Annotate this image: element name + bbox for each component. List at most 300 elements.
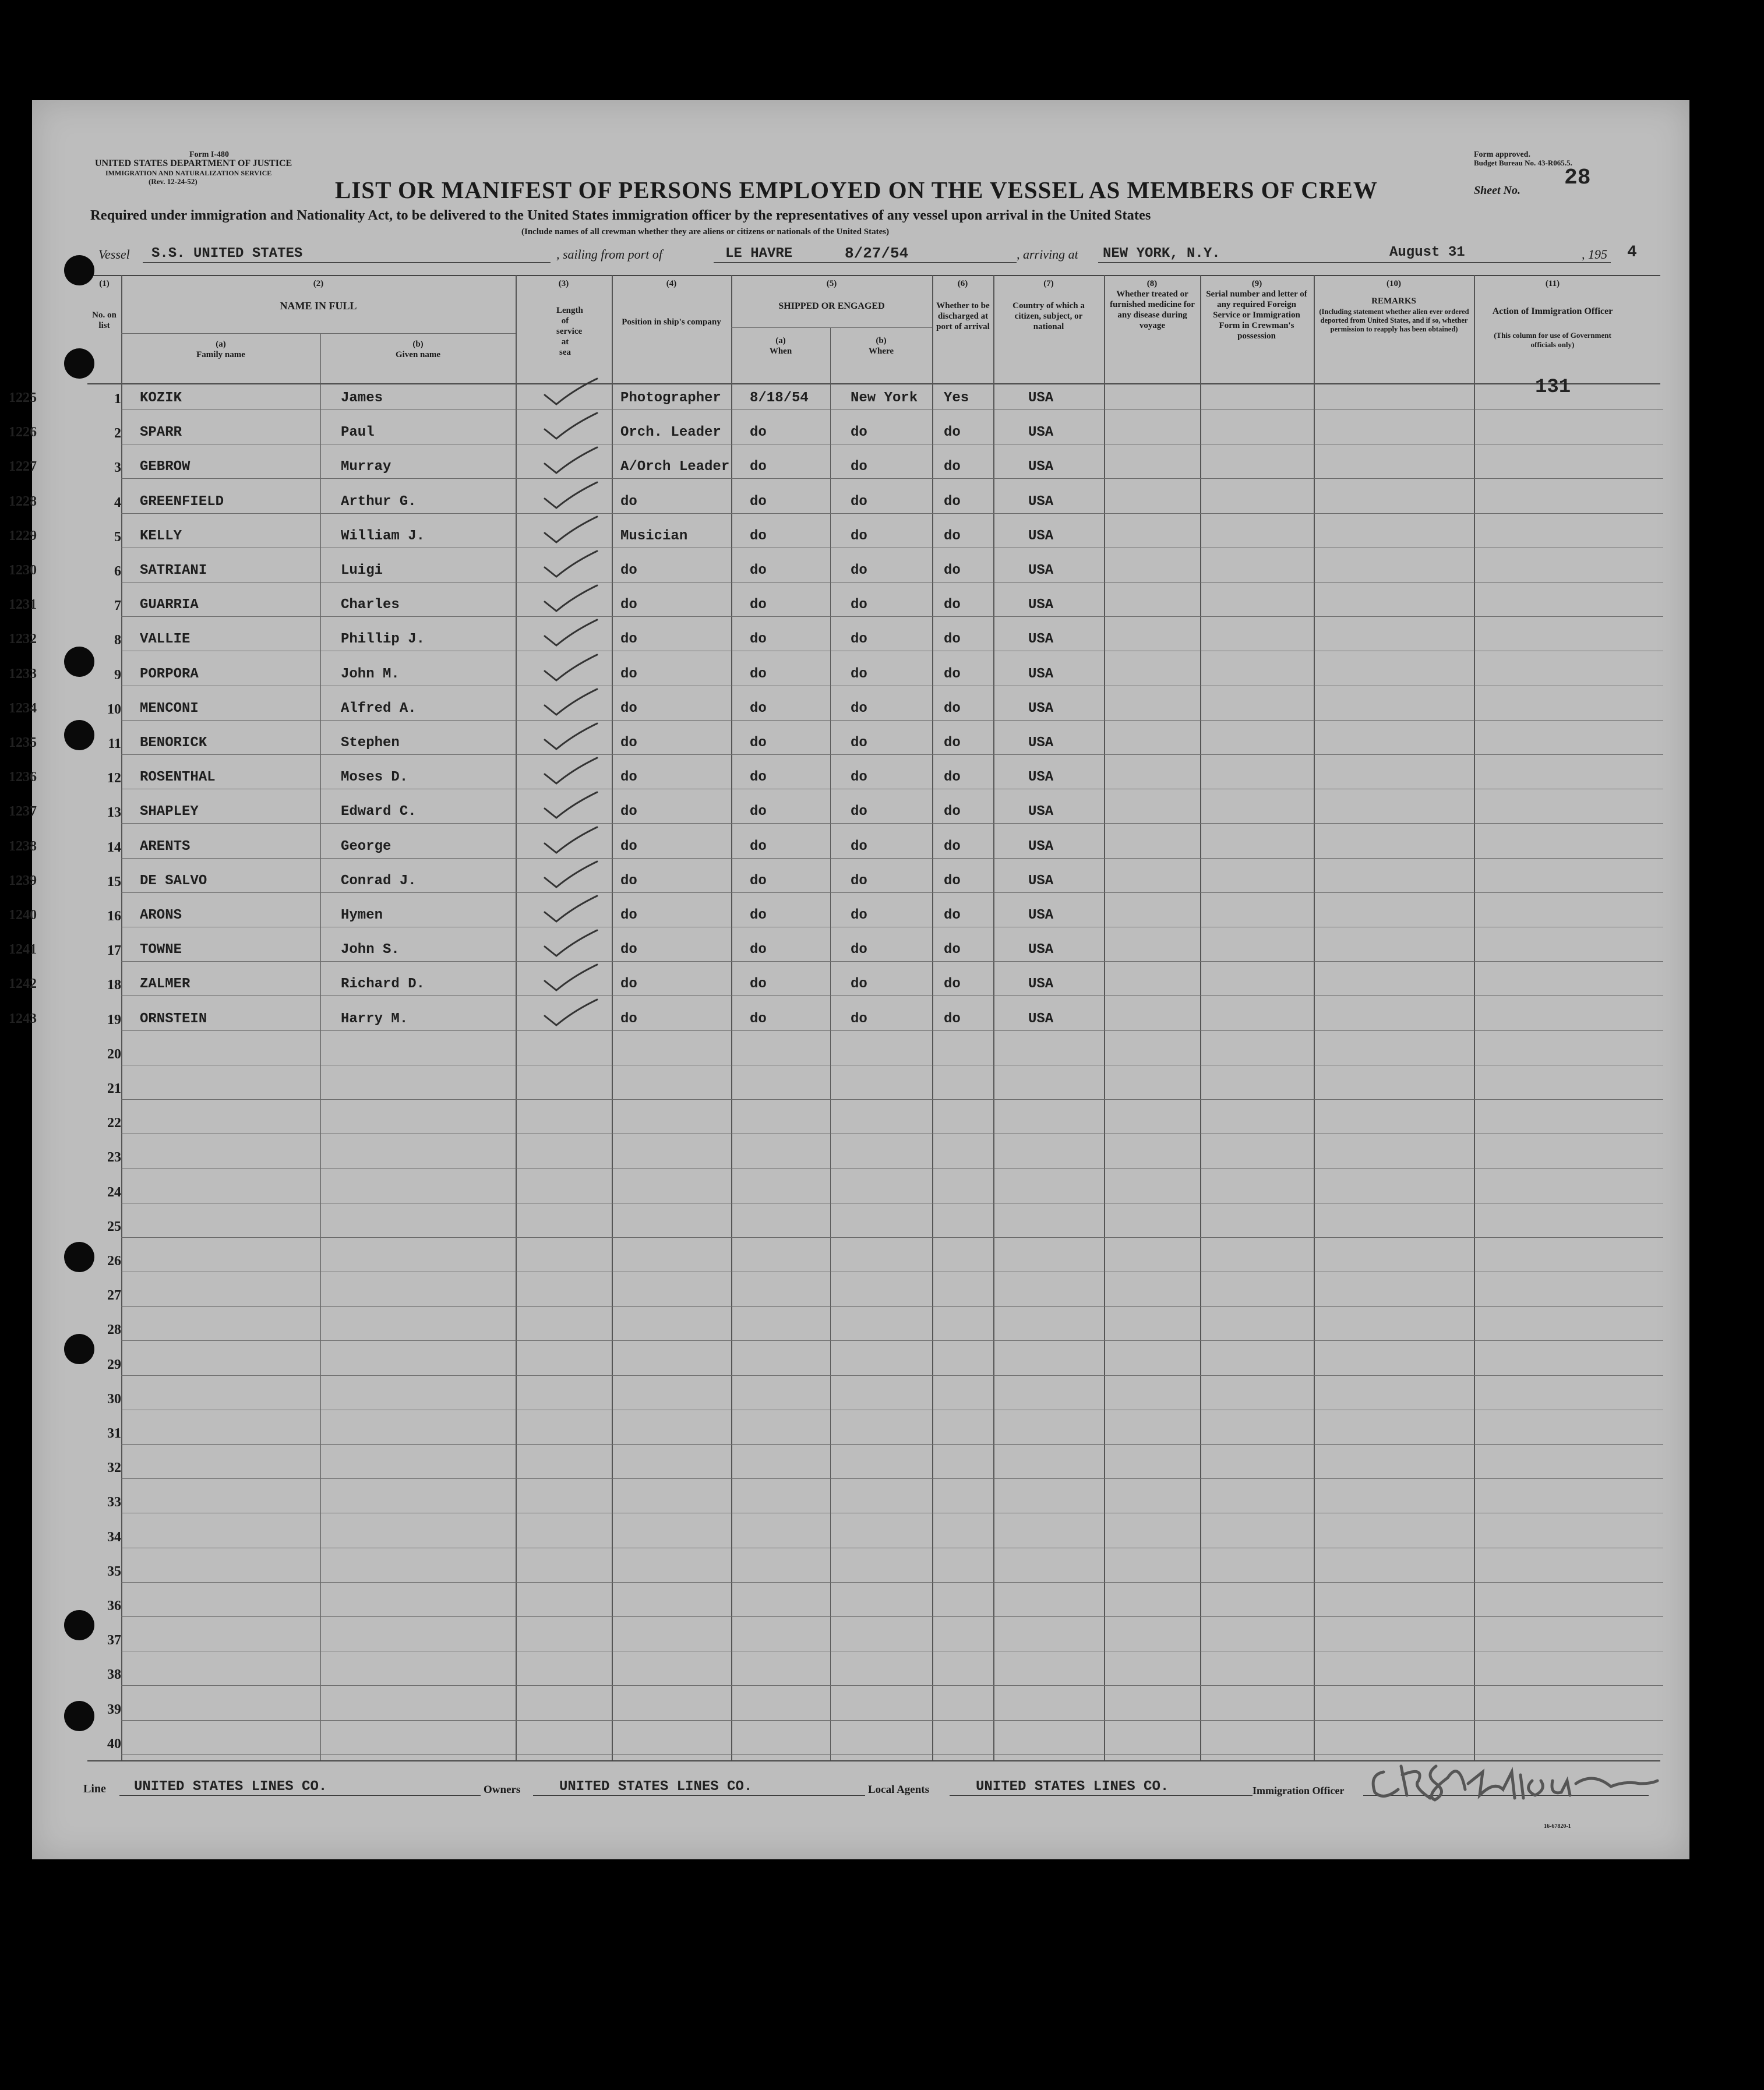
empty-row xyxy=(32,1313,1689,1347)
discharged: do xyxy=(944,597,961,613)
line-number: 38 xyxy=(107,1667,121,1683)
line-number: 31 xyxy=(107,1426,121,1441)
row-rule xyxy=(121,892,1663,893)
line-number: 13 xyxy=(107,805,121,821)
col10-number: (10) xyxy=(1386,279,1401,288)
form-subtitle: Required under immigration and Nationality Act, to be delivered to the United States immigration officer by the representatives of any vessel upon arrival in the United States xyxy=(90,207,1151,223)
vessel-name: S.S. UNITED STATES xyxy=(151,246,303,262)
country: USA xyxy=(1028,563,1054,578)
binder-hole xyxy=(64,647,94,677)
col5-number: (5) xyxy=(826,279,837,288)
row-rule xyxy=(121,1237,1663,1238)
discharged: do xyxy=(944,804,961,820)
row-rule xyxy=(121,513,1663,514)
shipped-where: do xyxy=(851,528,867,544)
position: do xyxy=(620,563,637,578)
arrival-port: NEW YORK, N.Y. xyxy=(1103,246,1220,262)
margin-number: 1237 xyxy=(9,804,37,820)
line-number: 36 xyxy=(107,1598,121,1614)
family-name: VALLIE xyxy=(140,631,190,648)
family-name: ORNSTEIN xyxy=(140,1011,207,1027)
check-mark-icon xyxy=(539,927,603,962)
line-number: 27 xyxy=(107,1288,121,1304)
arriving-label: , arriving at xyxy=(1017,247,1078,262)
crew-row xyxy=(9,899,1689,934)
given-name: Conrad J. xyxy=(341,873,417,889)
col5a-number: (a) xyxy=(775,336,786,345)
line-number: 8 xyxy=(114,633,121,648)
country: USA xyxy=(1028,631,1054,648)
col1-header: No. on list xyxy=(92,310,117,330)
family-name: ARONS xyxy=(140,908,182,923)
line-number: 26 xyxy=(107,1254,121,1269)
check-mark-icon xyxy=(539,548,603,582)
family-name: SHAPLEY xyxy=(140,804,199,820)
line-number: 29 xyxy=(107,1357,121,1372)
given-name: Charles xyxy=(341,597,400,613)
row-rule xyxy=(121,1340,1663,1341)
check-mark-icon xyxy=(539,409,603,444)
line-number: 33 xyxy=(107,1495,121,1510)
arrival-date: August 31 xyxy=(1389,245,1465,260)
shipped-where: do xyxy=(851,769,867,786)
check-mark-icon xyxy=(539,720,603,755)
country: USA xyxy=(1028,942,1054,958)
given-name: Phillip J. xyxy=(341,631,425,648)
margin-number: 1233 xyxy=(9,666,37,682)
col-subdivider xyxy=(121,333,516,334)
empty-row xyxy=(32,1244,1689,1279)
shipped-where: do xyxy=(851,942,867,958)
position: Orch. Leader xyxy=(620,425,721,441)
col3-number: (3) xyxy=(558,279,569,288)
col2-header: NAME IN FULL xyxy=(280,300,357,312)
line-number: 3 xyxy=(114,460,121,476)
row-rule xyxy=(121,720,1663,721)
col9-header: Serial number and letter of any required Foreign Service or Immigration Form in Crewman's possession xyxy=(1206,290,1307,341)
print-code: 16-67820-1 xyxy=(1544,1823,1571,1830)
family-name: KELLY xyxy=(140,528,182,544)
position: do xyxy=(620,493,637,510)
margin-number: 1232 xyxy=(9,631,37,647)
family-name: PORPORA xyxy=(140,666,199,682)
col2a-number: (a) xyxy=(216,340,226,349)
line-number: 25 xyxy=(107,1219,121,1234)
line-number: 9 xyxy=(114,667,121,683)
empty-row xyxy=(32,1210,1689,1244)
family-name: KOZIK xyxy=(140,390,182,406)
margin-number: 1234 xyxy=(9,700,37,716)
col5-header: SHIPPED OR ENGAGED xyxy=(778,301,885,311)
crew-row xyxy=(9,796,1689,830)
crew-row xyxy=(9,831,1689,865)
binder-hole xyxy=(64,1334,94,1364)
margin-number: 1226 xyxy=(9,425,37,440)
officer-label: Immigration Officer xyxy=(1253,1785,1345,1796)
officer-signature xyxy=(1366,1749,1669,1813)
margin-number: 1229 xyxy=(9,528,37,543)
margin-number: 1240 xyxy=(9,908,37,923)
col7-number: (7) xyxy=(1043,279,1054,288)
given-name: Murray xyxy=(341,459,391,475)
empty-row xyxy=(32,1520,1689,1555)
row-rule xyxy=(121,1306,1663,1307)
col2-number: (2) xyxy=(313,279,324,288)
position: do xyxy=(620,769,637,786)
form-approved: Form approved. xyxy=(1474,150,1530,159)
country: USA xyxy=(1028,597,1054,613)
position: do xyxy=(620,1011,637,1027)
empty-row xyxy=(32,1417,1689,1451)
line-number: 23 xyxy=(107,1150,121,1166)
position: Photographer xyxy=(620,390,721,406)
crew-row xyxy=(9,416,1689,451)
departure-date: 8/27/54 xyxy=(845,245,909,262)
position: do xyxy=(620,838,637,855)
crew-row xyxy=(9,658,1689,693)
col4-header: Position in ship's company xyxy=(622,317,721,327)
form-subnote: (Include names of all crewman whether they are aliens or citizens or nationals of the United States) xyxy=(521,227,890,236)
line-number: 21 xyxy=(107,1081,121,1096)
check-mark-icon xyxy=(539,892,603,927)
row-rule xyxy=(121,961,1663,962)
shipped-where: do xyxy=(851,493,867,510)
shipped-where: do xyxy=(851,666,867,682)
line-number: 1 xyxy=(114,391,121,407)
binder-hole xyxy=(64,1610,94,1640)
position: do xyxy=(620,804,637,820)
line-number: 24 xyxy=(107,1184,121,1200)
line-number: 4 xyxy=(114,495,121,510)
empty-row xyxy=(32,1175,1689,1210)
line-number: 12 xyxy=(107,771,121,786)
check-mark-icon xyxy=(539,513,603,548)
family-name: TOWNE xyxy=(140,942,182,958)
country: USA xyxy=(1028,700,1054,716)
sheet-number: 28 xyxy=(1564,165,1591,190)
shipped-when: do xyxy=(750,735,767,751)
crew-row xyxy=(9,382,1689,416)
country: USA xyxy=(1028,1011,1054,1027)
check-mark-icon xyxy=(539,686,603,721)
shipped-where: New York xyxy=(851,390,918,406)
line-number: 30 xyxy=(107,1391,121,1407)
line-number: 10 xyxy=(107,701,121,717)
position: do xyxy=(620,873,637,889)
col11-note: (This column for use of Government officials only) xyxy=(1494,331,1611,349)
line-number: 5 xyxy=(114,529,121,545)
line-number: 20 xyxy=(107,1046,121,1062)
col10-note: (Including statement whether alien ever ordered deported from United States, and if so, whether permission to reapply has been obtained) xyxy=(1319,308,1469,333)
col4-number: (4) xyxy=(666,279,677,288)
empty-row xyxy=(32,1072,1689,1106)
discharged: do xyxy=(944,631,961,648)
given-name: Moses D. xyxy=(341,769,408,786)
row-rule xyxy=(121,995,1663,996)
col2a-header: Family name xyxy=(196,350,245,359)
given-name: Luigi xyxy=(341,563,383,578)
country: USA xyxy=(1028,908,1054,923)
binder-hole xyxy=(64,1242,94,1272)
shipped-when: do xyxy=(750,459,767,475)
col-subdivider xyxy=(731,327,932,328)
empty-row xyxy=(32,1693,1689,1727)
service: IMMIGRATION AND NATURALIZATION SERVICE xyxy=(105,169,272,177)
row-rule xyxy=(121,409,1663,410)
binder-hole xyxy=(64,720,94,750)
given-name: Stephen xyxy=(341,735,400,751)
binder-hole xyxy=(64,1701,94,1731)
crew-row xyxy=(9,623,1689,658)
check-mark-icon xyxy=(539,582,603,617)
agents-name: UNITED STATES LINES CO. xyxy=(976,1779,1169,1795)
crew-row xyxy=(9,589,1689,623)
discharged: do xyxy=(944,942,961,958)
empty-row xyxy=(32,1382,1689,1417)
margin-number: 1241 xyxy=(9,942,37,958)
form-title: LIST OR MANIFEST OF PERSONS EMPLOYED ON THE VESSEL AS MEMBERS OF CREW xyxy=(335,176,1378,203)
margin-number: 1242 xyxy=(9,976,37,992)
given-name: Harry M. xyxy=(341,1011,408,1027)
crew-row xyxy=(9,934,1689,968)
country: USA xyxy=(1028,804,1054,820)
discharged: do xyxy=(944,976,961,993)
department: UNITED STATES DEPARTMENT OF JUSTICE xyxy=(95,158,292,168)
country: USA xyxy=(1028,769,1054,786)
empty-row xyxy=(32,1623,1689,1658)
shipped-when: 8/18/54 xyxy=(750,390,809,406)
col2b-number: (b) xyxy=(412,340,424,349)
country: USA xyxy=(1028,735,1054,751)
line-number: 14 xyxy=(107,839,121,855)
row-rule xyxy=(121,754,1663,755)
shipped-when: do xyxy=(750,631,767,648)
crew-row xyxy=(9,486,1689,520)
check-mark-icon xyxy=(539,479,603,514)
col7-header: Country of which a citizen, subject, or national xyxy=(1012,301,1085,331)
owners-label: Owners xyxy=(484,1784,521,1796)
line-number: 7 xyxy=(114,598,121,614)
line-number: 35 xyxy=(107,1563,121,1579)
given-name: James xyxy=(341,390,383,406)
check-mark-icon xyxy=(539,375,603,410)
margin-number: 1228 xyxy=(9,493,37,509)
family-name: SPARR xyxy=(140,425,182,441)
shipped-where: do xyxy=(851,735,867,751)
line-number: 22 xyxy=(107,1115,121,1131)
crew-row xyxy=(9,1003,1689,1037)
family-name: MENCONI xyxy=(140,700,199,716)
row-rule xyxy=(121,823,1663,824)
given-name: Edward C. xyxy=(341,804,417,820)
shipped-when: do xyxy=(750,769,767,786)
family-name: SATRIANI xyxy=(140,563,207,578)
family-name: GREENFIELD xyxy=(140,493,224,510)
position: do xyxy=(620,735,637,751)
country: USA xyxy=(1028,528,1054,544)
shipped-where: do xyxy=(851,700,867,716)
empty-row xyxy=(32,1589,1689,1623)
budget-bureau: Budget Bureau No. 43-R065.5. xyxy=(1474,158,1572,167)
shipped-when: do xyxy=(750,563,767,578)
empty-row xyxy=(32,1485,1689,1520)
position: do xyxy=(620,976,637,993)
country: USA xyxy=(1028,873,1054,889)
empty-row xyxy=(32,1348,1689,1382)
country: USA xyxy=(1028,838,1054,855)
row-rule xyxy=(121,478,1663,479)
shipped-when: do xyxy=(750,493,767,510)
discharged: Yes xyxy=(944,390,969,406)
shipped-where: do xyxy=(851,597,867,613)
line-number: 2 xyxy=(114,426,121,442)
country: USA xyxy=(1028,493,1054,510)
line-number: 6 xyxy=(114,564,121,579)
position: do xyxy=(620,908,637,923)
crew-row xyxy=(9,761,1689,796)
row-rule xyxy=(121,616,1663,617)
row-rule xyxy=(121,1478,1663,1479)
position: do xyxy=(620,700,637,716)
given-name: George xyxy=(341,838,391,855)
given-name: Paul xyxy=(341,425,375,441)
empty-row xyxy=(32,1451,1689,1485)
shipped-when: do xyxy=(750,804,767,820)
line-number: 28 xyxy=(107,1322,121,1338)
margin-number: 1239 xyxy=(9,873,37,888)
year-prefix: , 195 xyxy=(1582,247,1607,262)
discharged: do xyxy=(944,873,961,889)
row-rule xyxy=(121,1720,1663,1721)
discharged: do xyxy=(944,769,961,786)
margin-number: 1236 xyxy=(9,769,37,785)
col8-header: Whether treated or furnished medicine for any disease during voyage xyxy=(1110,290,1195,330)
check-mark-icon xyxy=(539,824,603,859)
given-name: John M. xyxy=(341,666,400,682)
sheet-label: Sheet No. xyxy=(1474,184,1520,197)
line-number: 15 xyxy=(107,874,121,889)
family-name: GEBROW xyxy=(140,459,190,475)
country: USA xyxy=(1028,666,1054,682)
col6-header: Whether to be discharged at port of arrival xyxy=(936,301,990,331)
given-name: Arthur G. xyxy=(341,493,417,510)
crew-row xyxy=(9,451,1689,485)
shipped-when: do xyxy=(750,425,767,441)
shipped-where: do xyxy=(851,873,867,889)
row-rule xyxy=(121,1616,1663,1617)
col10-header: REMARKS xyxy=(1371,296,1416,306)
shipped-where: do xyxy=(851,563,867,578)
officer-mark: 131 xyxy=(1535,376,1571,398)
line-number: 34 xyxy=(107,1529,121,1545)
discharged: do xyxy=(944,666,961,682)
position: do xyxy=(620,666,637,682)
family-name: ARENTS xyxy=(140,838,190,855)
position: Musician xyxy=(620,528,688,544)
shipped-when: do xyxy=(750,873,767,889)
shipped-when: do xyxy=(750,838,767,855)
line-number: 37 xyxy=(107,1633,121,1648)
col9-number: (9) xyxy=(1251,279,1262,288)
check-mark-icon xyxy=(539,754,603,789)
country: USA xyxy=(1028,390,1054,406)
revision: (Rev. 12-24-52) xyxy=(149,177,197,186)
margin-number: 1238 xyxy=(9,838,37,854)
discharged: do xyxy=(944,838,961,855)
family-name: GUARRIA xyxy=(140,597,199,613)
col5b-number: (b) xyxy=(876,336,887,345)
crew-row xyxy=(9,968,1689,1002)
empty-row xyxy=(32,1141,1689,1175)
margin-number: 1231 xyxy=(9,597,37,613)
family-name: DE SALVO xyxy=(140,873,207,889)
crew-row xyxy=(9,520,1689,555)
line-number: 39 xyxy=(107,1701,121,1717)
empty-row xyxy=(32,1279,1689,1313)
col3-header: Length of service at sea xyxy=(556,306,583,357)
discharged: do xyxy=(944,908,961,923)
crew-row xyxy=(9,555,1689,589)
discharged: do xyxy=(944,425,961,441)
family-name: ZALMER xyxy=(140,976,190,993)
crew-row xyxy=(9,727,1689,761)
country: USA xyxy=(1028,425,1054,441)
col8-number: (8) xyxy=(1146,279,1158,288)
shipped-where: do xyxy=(851,976,867,993)
row-rule xyxy=(121,1375,1663,1376)
position: A/Orch Leader xyxy=(620,459,730,475)
col6-number: (6) xyxy=(957,279,968,288)
row-rule xyxy=(121,1030,1663,1031)
check-mark-icon xyxy=(539,961,603,996)
check-mark-icon xyxy=(539,789,603,824)
shipped-when: do xyxy=(750,976,767,993)
col11-header: Action of Immigration Officer xyxy=(1492,306,1613,316)
line-number: 19 xyxy=(107,1012,121,1028)
country: USA xyxy=(1028,976,1054,993)
shipped-where: do xyxy=(851,1011,867,1027)
discharged: do xyxy=(944,563,961,578)
discharged: do xyxy=(944,735,961,751)
col5a-header: When xyxy=(769,347,792,356)
given-name: Hymen xyxy=(341,908,383,923)
family-name: BENORICK xyxy=(140,735,207,751)
check-mark-icon xyxy=(539,996,603,1031)
shipped-when: do xyxy=(750,597,767,613)
departure-port: LE HAVRE xyxy=(725,246,793,262)
given-name: John S. xyxy=(341,942,400,958)
col2b-header: Given name xyxy=(395,350,441,359)
binder-hole xyxy=(64,255,94,285)
line-name: UNITED STATES LINES CO. xyxy=(134,1779,327,1795)
shipped-when: do xyxy=(750,1011,767,1027)
discharged: do xyxy=(944,528,961,544)
row-rule xyxy=(121,1099,1663,1100)
check-mark-icon xyxy=(539,616,603,651)
position: do xyxy=(620,597,637,613)
position: do xyxy=(620,942,637,958)
shipped-where: do xyxy=(851,425,867,441)
shipped-where: do xyxy=(851,459,867,475)
empty-row xyxy=(32,1658,1689,1692)
row-rule xyxy=(121,1685,1663,1686)
crew-row xyxy=(9,693,1689,727)
row-rule xyxy=(121,858,1663,859)
manifest-sheet xyxy=(9,100,1689,1859)
position: do xyxy=(620,631,637,648)
line-number: 40 xyxy=(107,1736,121,1752)
empty-row xyxy=(32,1037,1689,1072)
